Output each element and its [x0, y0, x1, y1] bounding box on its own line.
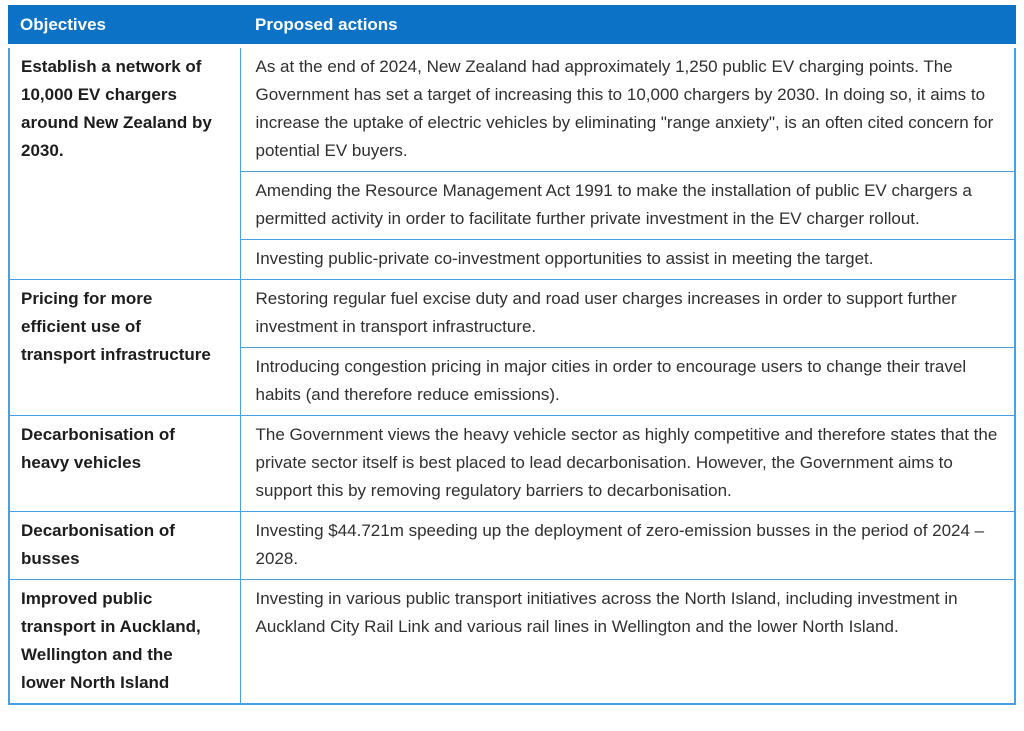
- objectives-actions-table: [8, 5, 1016, 705]
- objective-cell-ev-chargers: Establish a network of 10,000 EV chargers around New Zealand by 2030.: [9, 48, 240, 280]
- action-cell: Amending the Resource Management Act 1991 to make the installation of public EV chargers a permitted activity in order to facilitate further private investment in the EV charger rollout.: [240, 172, 1015, 240]
- action-cell: As at the end of 2024, New Zealand had approximately 1,250 public EV charging points. The Government has set a target of increasing this to 10,000 chargers by 2030. In doing so, it aims to increase the uptake of electric vehicles by eliminating "range anxiety", is an often cited concern for potential EV buyers.: [240, 48, 1015, 172]
- objective-cell-heavy-vehicles: Decarbonisation of heavy vehicles: [9, 416, 240, 512]
- action-cell: Restoring regular fuel excise duty and road user charges increases in order to support further investment in transport infrastructure.: [240, 280, 1015, 348]
- action-cell: Investing in various public transport initiatives across the North Island, including investment in Auckland City Rail Link and various rail lines in Wellington and the lower North Island.: [240, 580, 1015, 705]
- column-header-proposed-actions: Proposed actions: [255, 15, 398, 34]
- column-header-objectives: Objectives: [20, 15, 106, 34]
- table-row: [9, 580, 1015, 705]
- objective-cell-busses: Decarbonisation of busses: [9, 512, 240, 580]
- table-row: [9, 416, 1015, 512]
- action-cell: Introducing congestion pricing in major cities in order to encourage users to change their travel habits (and therefore reduce emissions).: [240, 348, 1015, 416]
- table-header-row: [8, 5, 1016, 44]
- action-cell: The Government views the heavy vehicle sector as highly competitive and therefore states that the private sector itself is best placed to lead decarbonisation. However, the Government aims to support this by removing regulatory barriers to decarbonisation.: [240, 416, 1015, 512]
- table-body: [8, 48, 1016, 705]
- action-cell: Investing $44.721m speeding up the deployment of zero-emission busses in the period of 2024 – 2028.: [240, 512, 1015, 580]
- table-row: [9, 280, 1015, 348]
- table-row: [9, 48, 1015, 172]
- objective-cell-public-transport: Improved public transport in Auckland, Wellington and the lower North Island: [9, 580, 240, 705]
- action-cell: Investing public-private co-investment opportunities to assist in meeting the target.: [240, 240, 1015, 280]
- table-row: [9, 512, 1015, 580]
- objective-cell-pricing: Pricing for more efficient use of transport infrastructure: [9, 280, 240, 416]
